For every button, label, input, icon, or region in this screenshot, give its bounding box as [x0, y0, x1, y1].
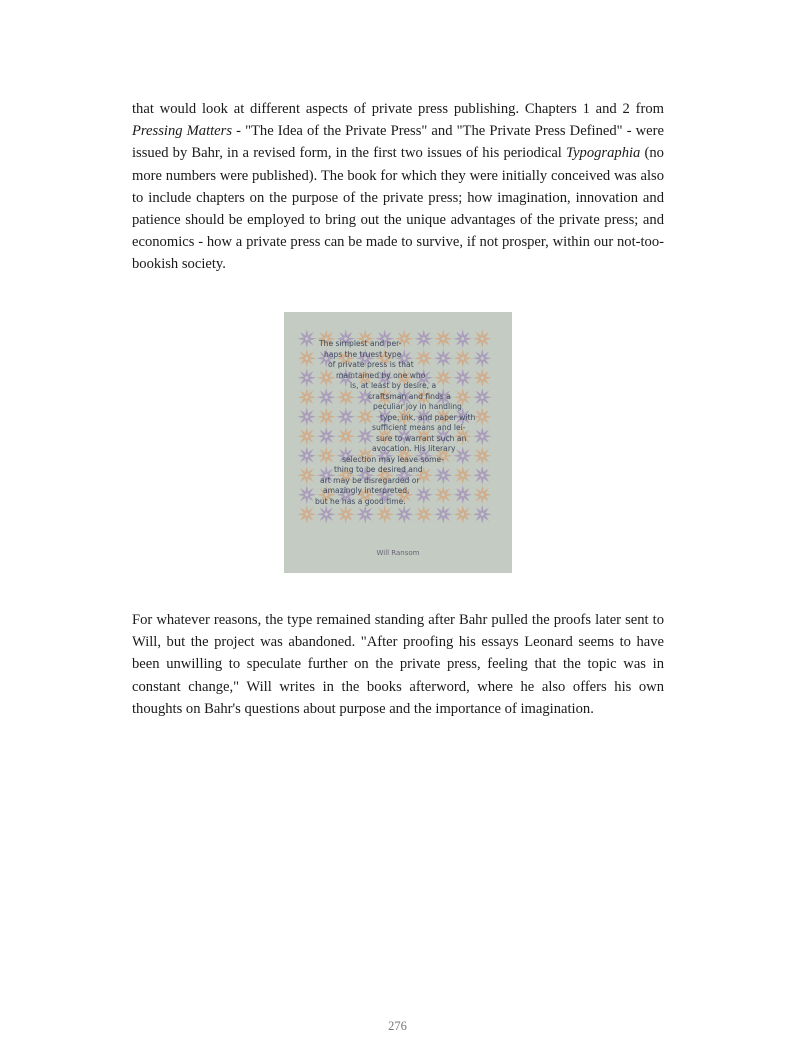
text-run: (no more numbers were published). The book for which they were initially conceived was also to include chapters on the purpose of the private press; how imagination, innovation and patience should be employed to bring out the unique advantages of the private press; and economics - how a private press can be made to survive, if not prosper, within our not-too-bookish society. [132, 145, 664, 273]
ornament-print-figure [284, 312, 512, 573]
poem-line: thing to be desired and [334, 465, 423, 474]
figure-credit: Will Ransom [376, 549, 420, 557]
poem-line: art may be disregarded or [320, 475, 420, 485]
poem-line: avocation. His literary [372, 444, 456, 453]
poem-text-block [284, 312, 512, 573]
poem-line: craftsman and finds a [368, 391, 451, 401]
poem-line: peculiar joy in handling [373, 402, 462, 411]
body-paragraph-2: For whatever reasons, the type remained standing after Bahr pulled the proofs later sent to Will, but the project was abandoned. "After proofing his essays Leonard seems to have been unwilling to speculate further on the private press, feeling that the topic was in constant change," Will writes in the books afterword, where he also offers his own thoughts on Bahr's questions about purpose and the importance of imagination. [132, 612, 664, 717]
poem-line: sufficient means and lei- [372, 423, 466, 432]
poem-line: amazingly interpreted, [323, 486, 410, 495]
body-paragraph-1 [132, 98, 664, 276]
poem-line: The simplest and per- [319, 339, 402, 348]
book-title-italic: Pressing Matters [132, 123, 233, 140]
page-number: 276 [388, 1019, 407, 1033]
poem-line: is, at least by desire, a [350, 381, 437, 390]
poem-line: haps the truest type [324, 349, 402, 359]
poem-line: maintained by one who [336, 370, 426, 380]
poem-line: of private press is that [328, 360, 414, 369]
poem-line: selection may leave some- [342, 454, 444, 464]
periodical-title-italic: Typographia [566, 145, 641, 162]
poem-line: but he has a good time. [315, 496, 406, 506]
poem-line: sure to warrant such an [376, 433, 467, 443]
text-run: - "The Idea of the Private Press" and "The Private Press Defined" - were issued by Bahr, in a revised form, in the first two issues of his periodical [132, 123, 664, 162]
text-run: that would look at different aspects of private press publishing. Chapters 1 and 2 from [132, 101, 664, 117]
poem-line: type, ink, and paper with [380, 412, 476, 422]
